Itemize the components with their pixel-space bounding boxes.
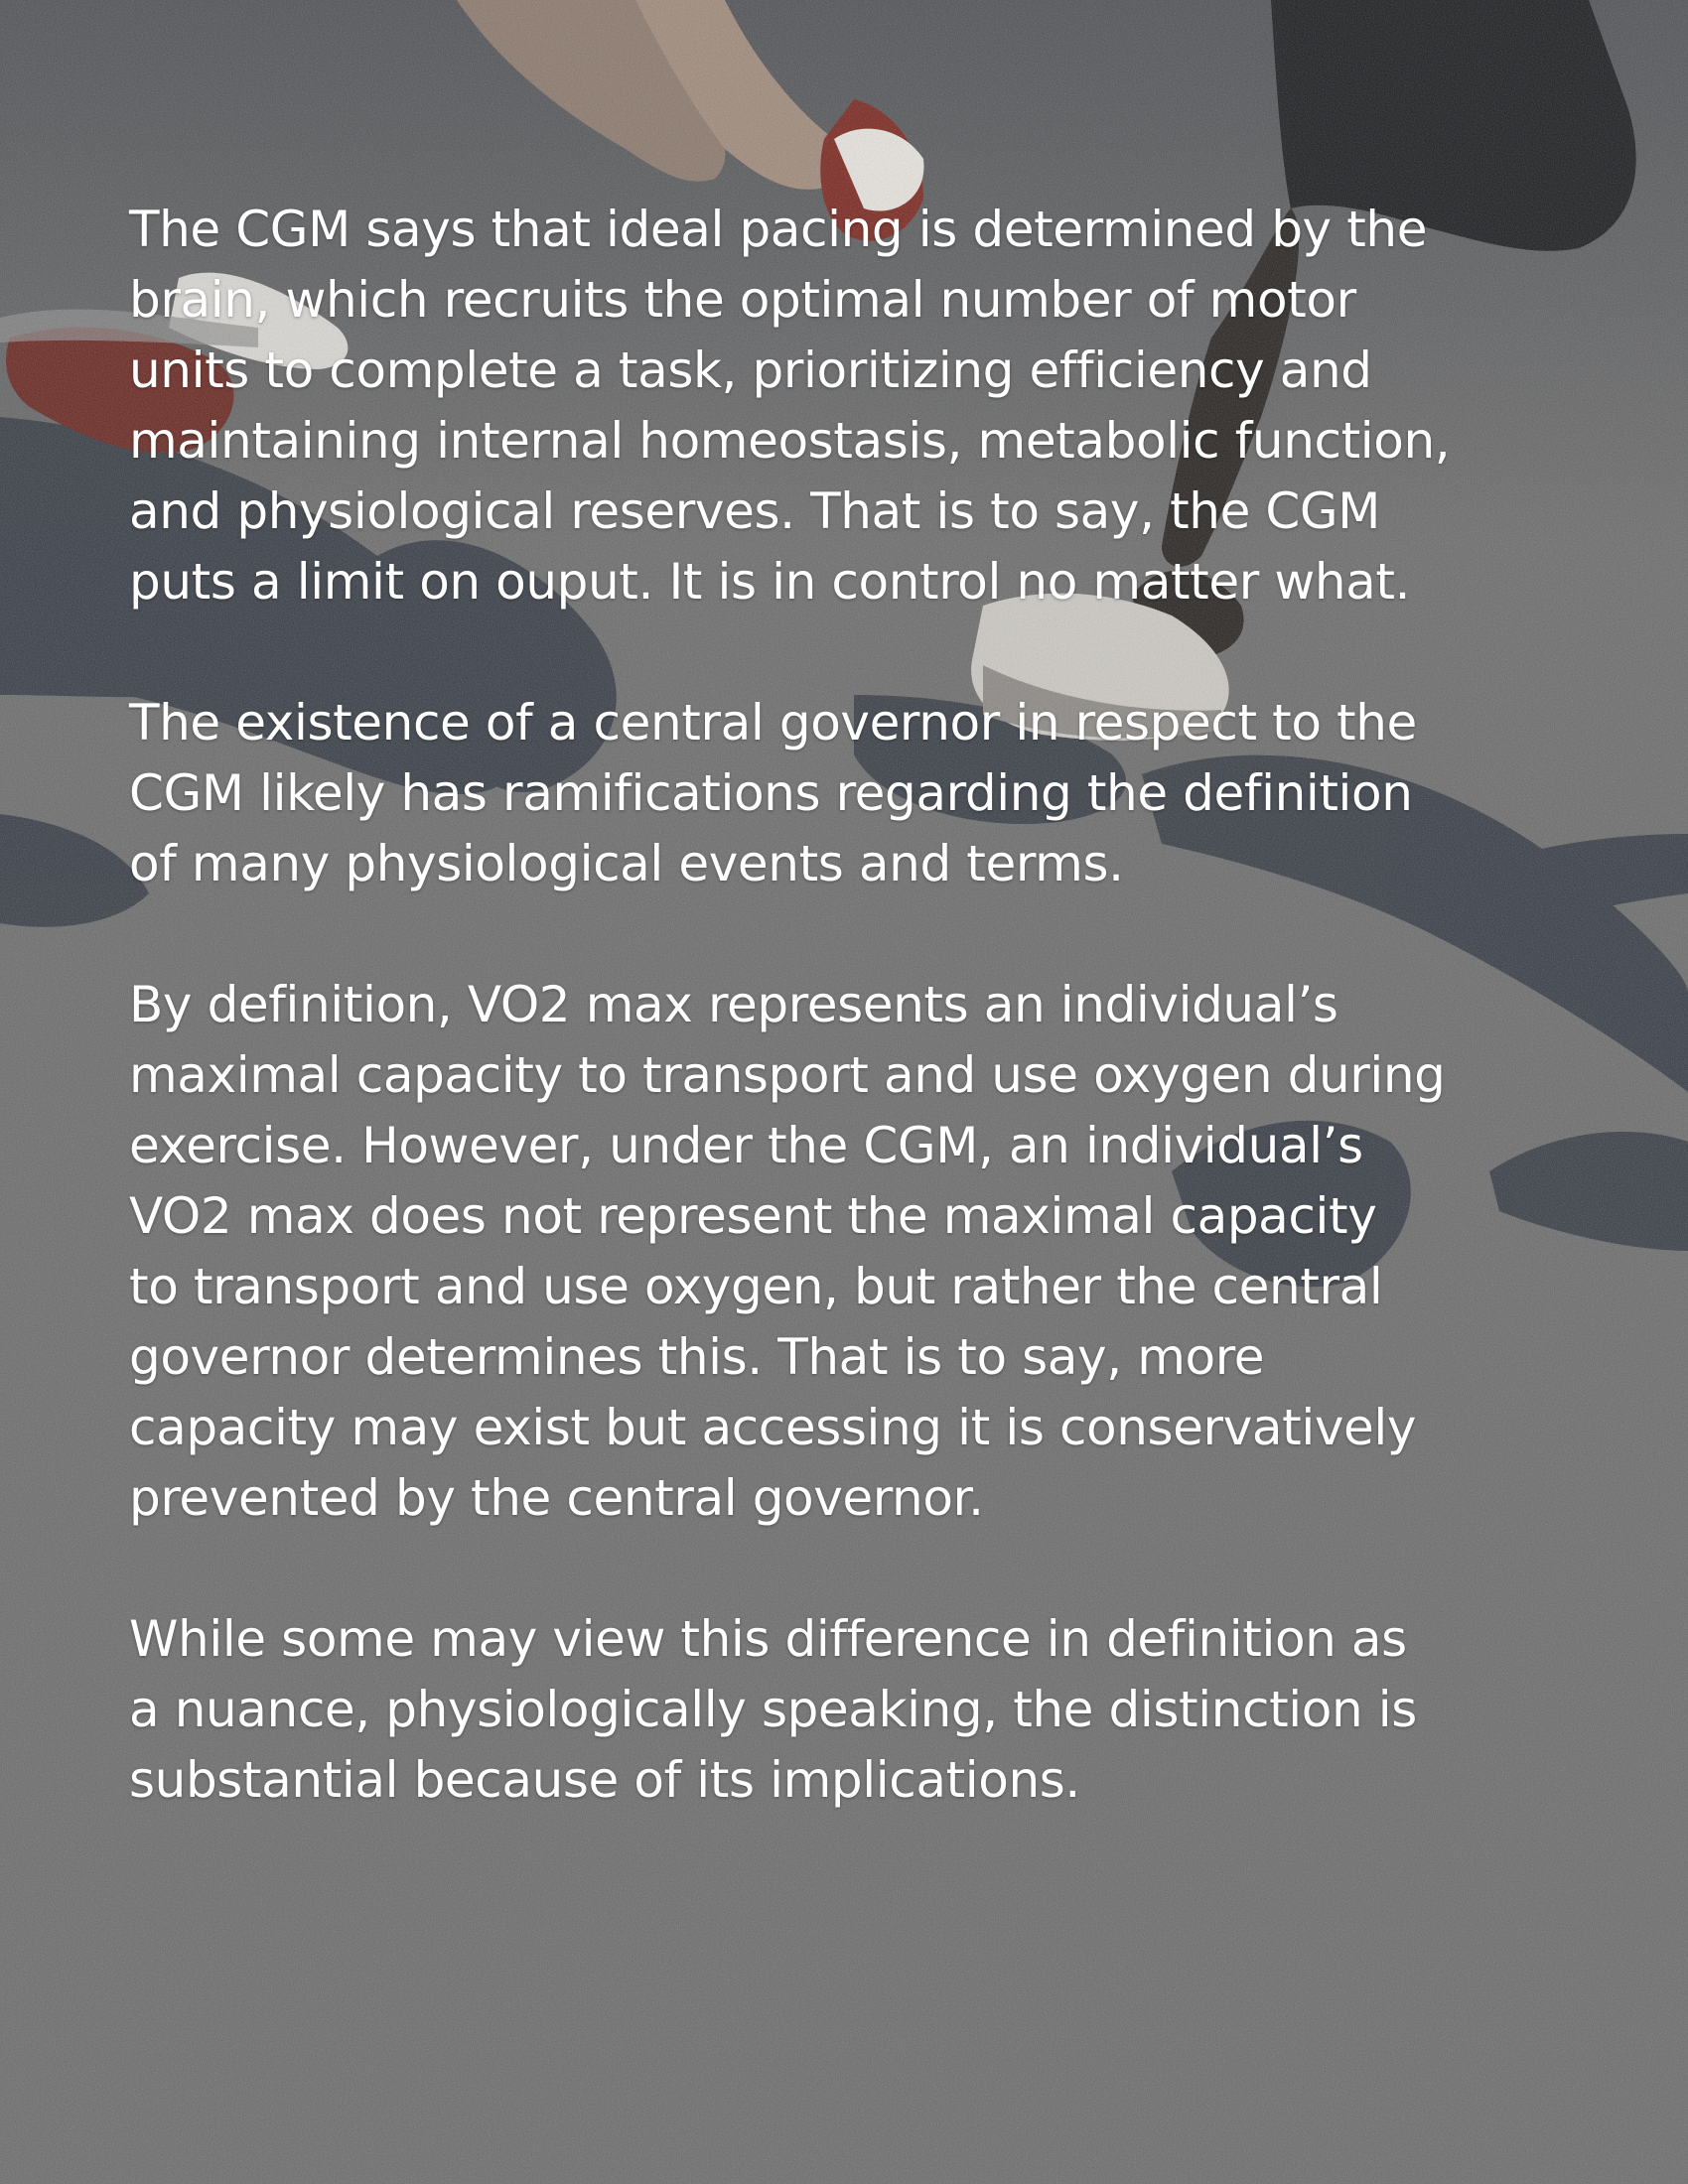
text-line: substantial because of its implications. [129, 1751, 1080, 1809]
text-line: to transport and use oxygen, but rather the central [129, 1258, 1383, 1315]
text-line: VO2 max does not represent the maximal capacity [129, 1187, 1377, 1245]
text-line: puts a limit on ouput. It is in control no matter what. [129, 553, 1411, 611]
text-line: maximal capacity to transport and use oxygen during [129, 1046, 1446, 1104]
text-line: While some may view this difference in definition as [129, 1610, 1407, 1668]
paragraph-cgm-pacing [129, 195, 1569, 617]
text-line: a nuance, physiologically speaking, the distinction is [129, 1681, 1417, 1738]
text-line: The existence of a central governor in respect to the [129, 694, 1417, 751]
text-line: CGM likely has ramifications regarding the definition [129, 764, 1413, 822]
text-line: of many physiological events and terms. [129, 835, 1124, 892]
text-line: By definition, VO2 max represents an individual’s [129, 976, 1338, 1033]
text-line: prevented by the central governor. [129, 1469, 984, 1527]
text-line: governor determines this. That is to say, more [129, 1328, 1265, 1386]
text-line: The CGM says that ideal pacing is determined by the [129, 201, 1428, 258]
article-text [129, 195, 1569, 1886]
text-line: units to complete a task, prioritizing efficiency and [129, 341, 1372, 399]
paragraph-distinction [129, 1604, 1569, 1816]
paragraph-vo2-max [129, 970, 1569, 1534]
text-line: brain, which recruits the optimal number of motor [129, 271, 1356, 329]
text-line: and physiological reserves. That is to say, the CGM [129, 482, 1381, 540]
text-line: maintaining internal homeostasis, metabolic function, [129, 412, 1451, 470]
text-line: capacity may exist but accessing it is conservatively [129, 1399, 1417, 1456]
paragraph-central-governor [129, 688, 1569, 899]
text-line: exercise. However, under the CGM, an individual’s [129, 1117, 1363, 1174]
